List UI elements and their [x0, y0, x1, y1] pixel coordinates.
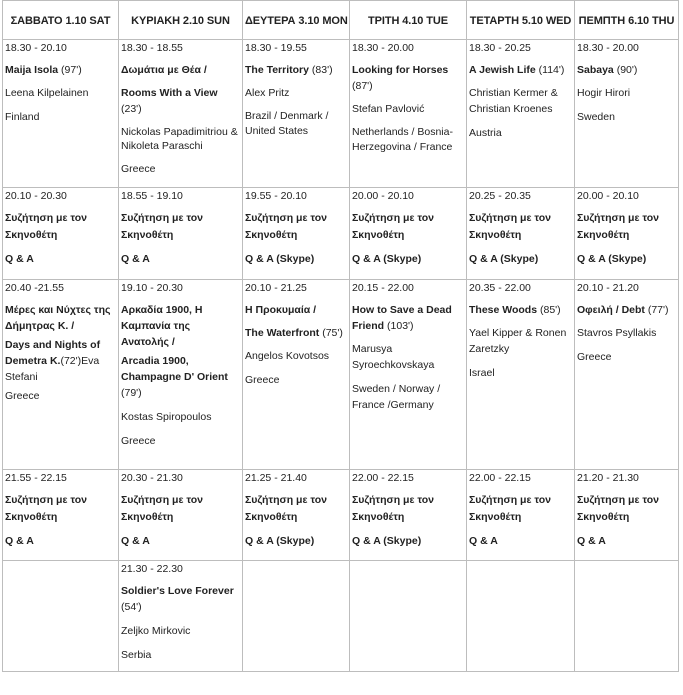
- film-title: These Woods: [469, 304, 538, 316]
- talk-cell-sun: [119, 188, 243, 280]
- talk-row-1: [3, 188, 679, 280]
- qa-label: Q & A: [5, 253, 34, 265]
- screening-cell-sat: [3, 40, 119, 188]
- film-country: Finland: [5, 111, 40, 123]
- talk-cell-tue: [350, 188, 467, 280]
- film-director: Nickolas Papadimitriou & Nikoleta Paraschi: [121, 126, 238, 152]
- qa-label: Q & A: [121, 535, 150, 547]
- screening-row-1: [3, 40, 679, 188]
- header-tue: ΤΡΙΤΗ 4.10 TUE: [350, 1, 467, 40]
- talk-label: Συζήτηση με τον Σκηνοθέτη: [5, 494, 87, 523]
- talk-label: Συζήτηση με τον Σκηνοθέτη: [469, 494, 551, 523]
- film-country: Greece: [121, 435, 156, 447]
- screening-time: 18.30 - 20.00: [352, 42, 414, 54]
- empty-cell: [350, 561, 467, 672]
- film-duration: (72'): [60, 355, 82, 367]
- screening-cell-mon: [243, 280, 350, 470]
- talk-cell-sat: [3, 470, 119, 561]
- talk-time: 20.00 - 20.10: [577, 190, 639, 202]
- screening-time: 19.10 - 20.30: [121, 282, 183, 294]
- film-duration: (97'): [61, 64, 82, 76]
- film-country: Austria: [469, 127, 502, 139]
- film-title: A Jewish Life: [469, 64, 536, 76]
- film-country: Brazil / Denmark / United States: [245, 110, 329, 137]
- film-title: Maija Isola: [5, 64, 59, 76]
- talk-label: Συζήτηση με τον Σκηνοθέτη: [352, 212, 434, 241]
- film-title: Soldier's Love Forever: [121, 585, 234, 597]
- talk-time: 20.30 - 21.30: [121, 472, 183, 484]
- talk-time: 20.00 - 20.10: [352, 190, 414, 202]
- screening-cell-sat: [3, 280, 119, 470]
- screening-time: 18.30 - 20.10: [5, 42, 67, 54]
- film-duration: (77'): [647, 304, 669, 316]
- film-duration: (114'): [538, 64, 565, 76]
- film-title-alt: The Waterfront: [245, 327, 320, 339]
- screening-time: 20.35 - 22.00: [469, 282, 531, 294]
- film-country: Serbia: [121, 649, 152, 661]
- talk-time: 20.25 - 20.35: [469, 190, 531, 202]
- talk-cell-sun: [119, 470, 243, 561]
- screening-time: 20.10 - 21.20: [577, 282, 639, 294]
- empty-cell: [467, 561, 575, 672]
- film-director: Kostas Spiropoulos: [121, 411, 212, 423]
- talk-time: 22.00 - 22.15: [352, 472, 414, 484]
- screening-cell-tue: [350, 40, 467, 188]
- header-sun: ΚΥΡΙΑΚΗ 2.10 SUN: [119, 1, 243, 40]
- film-title: Αρκαδία 1900, Η Καμπανία της Ανατολής /: [121, 304, 203, 348]
- film-title: Looking for Horses: [352, 64, 449, 76]
- screening-cell-thu: [575, 40, 679, 188]
- talk-time: 18.55 - 19.10: [121, 190, 183, 202]
- film-country: Greece: [245, 374, 280, 386]
- talk-label: Συζήτηση με τον Σκηνοθέτη: [352, 494, 434, 523]
- film-director: Yael Kipper & Ronen Zaretzky: [469, 327, 567, 355]
- empty-cell: [243, 561, 350, 672]
- qa-label: Q & A: [577, 535, 606, 547]
- screening-time: 18.30 - 19.55: [245, 42, 307, 54]
- screening-cell-wed: [467, 280, 575, 470]
- film-director: Zeljko Mirkovic: [121, 625, 191, 637]
- film-director: Alex Pritz: [245, 87, 290, 99]
- film-duration: (23'): [121, 103, 142, 115]
- qa-label: Q & A (Skype): [245, 253, 315, 265]
- film-title: The Territory: [245, 64, 309, 76]
- talk-time: 20.10 - 20.30: [5, 190, 67, 202]
- talk-time: 19.55 - 20.10: [245, 190, 307, 202]
- film-director: Marusya Syroechkovskaya: [352, 343, 435, 371]
- film-duration: (83'): [311, 64, 333, 76]
- film-country: Israel: [469, 367, 495, 379]
- qa-label: Q & A: [5, 535, 34, 547]
- screening-time: 20.15 - 22.00: [352, 282, 414, 294]
- qa-label: Q & A (Skype): [577, 253, 647, 265]
- film-title: How to Save a Dead Friend: [352, 304, 452, 332]
- film-title-alt: Arcadia 1900, Champagne D' Orient: [121, 355, 228, 383]
- screening-time: 18.30 - 18.55: [121, 42, 183, 54]
- talk-label: Συζήτηση με τον Σκηνοθέτη: [121, 494, 203, 523]
- film-director: Eva Stefani: [5, 355, 100, 383]
- qa-label: Q & A (Skype): [245, 535, 315, 547]
- film-duration: (103'): [387, 320, 414, 332]
- talk-cell-sat: [3, 188, 119, 280]
- talk-label: Συζήτηση με τον Σκηνοθέτη: [245, 212, 327, 241]
- screening-cell-sun: [119, 280, 243, 470]
- screening-time: 20.40 -21.55: [5, 282, 64, 294]
- header-row: [3, 1, 679, 40]
- film-title: Sabaya: [577, 64, 614, 76]
- header-wed: ΤΕΤΑΡΤΗ 5.10 WED: [467, 1, 575, 40]
- screening-cell-tue: [350, 280, 467, 470]
- talk-time: 21.20 - 21.30: [577, 472, 639, 484]
- qa-label: Q & A: [469, 535, 498, 547]
- talk-cell-thu: [575, 188, 679, 280]
- film-country: Netherlands / Bosnia-Herzegovina / France: [352, 126, 453, 153]
- film-duration: (90'): [616, 64, 638, 76]
- film-duration: (54'): [121, 601, 142, 613]
- screening-cell-sun: [119, 40, 243, 188]
- empty-cell: [3, 561, 119, 672]
- film-country: Greece: [121, 163, 156, 175]
- screening-cell-sun: [119, 561, 243, 672]
- header-thu: ΠΕΜΠΤΗ 6.10 THU: [575, 1, 679, 40]
- header-sat: ΣΑΒΒΑΤΟ 1.10 SAT: [3, 1, 119, 40]
- screening-row-2: [3, 280, 679, 470]
- film-director: Angelos Kovotsos: [245, 350, 330, 362]
- film-country: Sweden: [577, 111, 615, 123]
- film-duration: (87'): [352, 80, 373, 92]
- film-director: Leena Kilpelainen: [5, 87, 89, 99]
- film-country: Greece: [5, 390, 40, 402]
- screening-time: 18.30 - 20.25: [469, 42, 531, 54]
- empty-cell: [575, 561, 679, 672]
- qa-label: Q & A (Skype): [469, 253, 539, 265]
- screening-time: 20.10 - 21.25: [245, 282, 307, 294]
- film-country: Greece: [577, 351, 612, 363]
- film-title: Η Προκυμαία /: [245, 304, 317, 316]
- talk-row-2: [3, 470, 679, 561]
- screening-cell-wed: [467, 40, 575, 188]
- talk-cell-mon: [243, 188, 350, 280]
- talk-cell-wed: [467, 188, 575, 280]
- qa-label: Q & A (Skype): [352, 535, 422, 547]
- talk-cell-thu: [575, 470, 679, 561]
- talk-time: 21.25 - 21.40: [245, 472, 307, 484]
- qa-label: Q & A (Skype): [352, 253, 422, 265]
- screening-row-3: [3, 561, 679, 672]
- talk-time: 21.55 - 22.15: [5, 472, 67, 484]
- talk-cell-wed: [467, 470, 575, 561]
- screening-time: 18.30 - 20.00: [577, 42, 639, 54]
- film-country: Sweden / Norway / France /Germany: [352, 383, 441, 411]
- film-director: Stavros Psyllakis: [577, 327, 657, 339]
- film-title-alt: Days and Nights of Demetra K.: [5, 339, 101, 367]
- talk-label: Συζήτηση με τον Σκηνοθέτη: [577, 494, 659, 523]
- talk-cell-tue: [350, 470, 467, 561]
- talk-label: Συζήτηση με τον Σκηνοθέτη: [5, 212, 87, 241]
- talk-cell-mon: [243, 470, 350, 561]
- talk-label: Συζήτηση με τον Σκηνοθέτη: [121, 212, 203, 241]
- qa-label: Q & A: [121, 253, 150, 265]
- film-director: Hogir Hirori: [577, 87, 631, 99]
- schedule-table: [2, 0, 679, 672]
- screening-time: 21.30 - 22.30: [121, 563, 183, 575]
- film-duration: (79'): [121, 387, 142, 399]
- talk-label: Συζήτηση με τον Σκηνοθέτη: [469, 212, 551, 241]
- film-title: Δωμάτια με Θέα /: [121, 64, 207, 76]
- film-duration: (75'): [322, 327, 343, 339]
- screening-cell-thu: [575, 280, 679, 470]
- film-duration: (85'): [540, 304, 561, 316]
- film-title: Οφειλή / Debt: [577, 304, 645, 316]
- film-title-alt: Rooms With a View: [121, 87, 218, 99]
- talk-time: 22.00 - 22.15: [469, 472, 531, 484]
- talk-label: Συζήτηση με τον Σκηνοθέτη: [245, 494, 327, 523]
- film-director: Christian Kermer & Christian Kroenes: [469, 87, 558, 115]
- film-title: Μέρες και Νύχτες της Δήμητρας Κ. /: [5, 304, 111, 332]
- talk-label: Συζήτηση με τον Σκηνοθέτη: [577, 212, 659, 241]
- screening-cell-mon: [243, 40, 350, 188]
- film-director: Stefan Pavlović: [352, 103, 425, 115]
- header-mon: ΔΕΥΤΕΡΑ 3.10 MON: [243, 1, 350, 40]
